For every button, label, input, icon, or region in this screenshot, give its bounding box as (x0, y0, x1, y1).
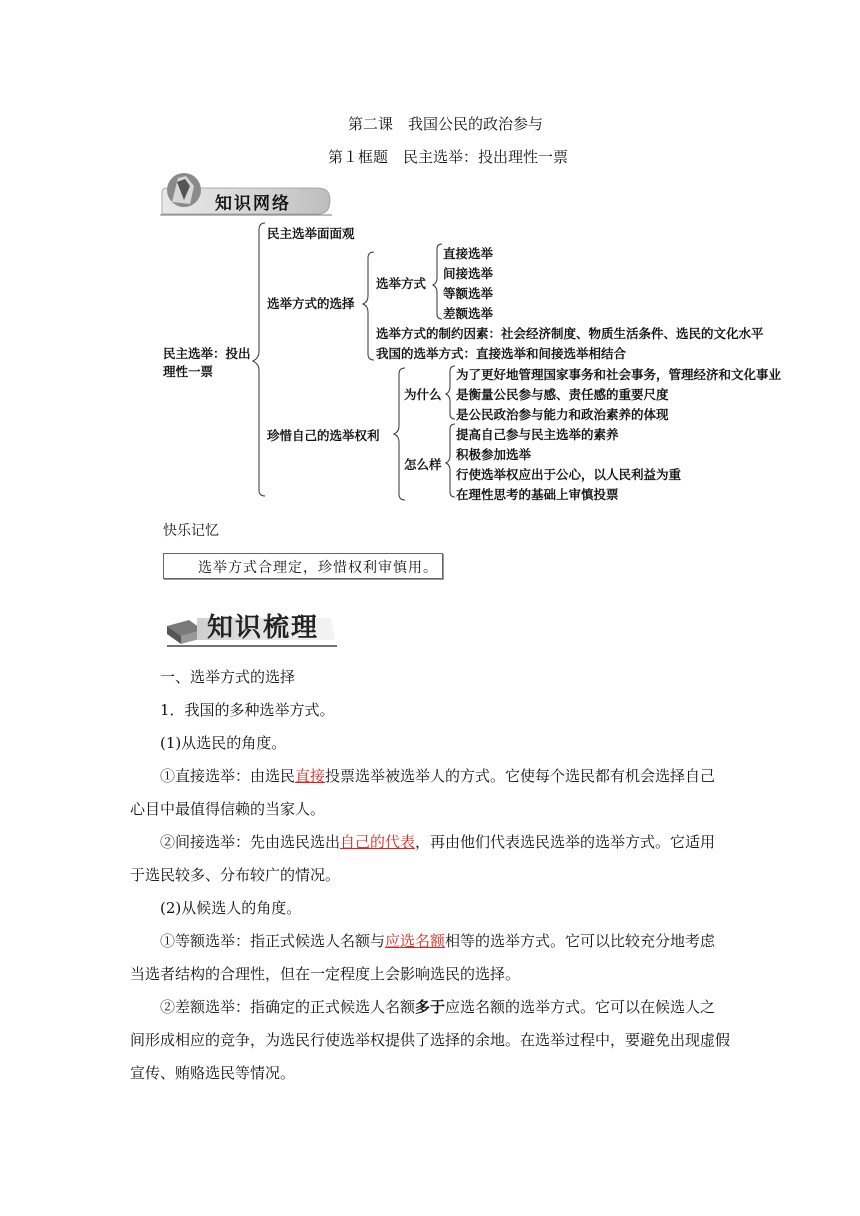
memory-heading: 快乐记忆 (163, 523, 219, 539)
diagram-how-item: 行使选举权应出于公心，以人民利益为重 (456, 467, 682, 482)
diagram-why-item: 是公民政治参与能力和政治素养的体现 (456, 407, 669, 422)
highlight-term: 直接 (295, 767, 326, 785)
diagram-type-indirect: 间接选举 (443, 266, 494, 281)
diagram-branch-cherish: 珍惜自己的选举权利 (267, 428, 380, 443)
sub-heading: (2)从候选人的角度。 (160, 899, 302, 917)
network-banner-label: 知识网络 (215, 194, 291, 214)
paragraph-equal-election (130, 925, 730, 991)
memory-text: 选举方式合理定，珍惜权利审慎用。 (198, 560, 438, 576)
topic-title: 第１框题 民主选举：投出理性一票 (328, 148, 569, 166)
highlight-term: 自己的代表 (340, 833, 416, 851)
diagram-how-item: 提高自己参与民主选举的素养 (456, 427, 619, 442)
list-item-heading: 1．我国的多种选举方式。 (160, 701, 335, 719)
diagram-why-item: 是衡量公民参与感、责任感的重要尺度 (456, 387, 669, 402)
diagram-branch-overview: 民主选举面面观 (267, 226, 355, 241)
diagram-election-types: 选举方式 (376, 276, 427, 291)
text-span: 应选名额的选举方式。它可以在候选人之间形成相应的竞争，为选民行使选举权提供了选择的余地。在选举过程中，要避免出现虚假宣传、贿赂选民等情况。 (130, 998, 731, 1082)
diagram-type-equal: 等额选举 (443, 286, 494, 301)
diagram-type-direct: 直接选举 (443, 246, 494, 261)
diagram-why: 为什么 (404, 387, 442, 402)
diagram-branch-method: 选举方式的选择 (267, 296, 355, 311)
section-heading: 一、选举方式的选择 (160, 668, 296, 686)
diagram-root-line2: 理性一票 (163, 364, 214, 379)
diagram-braces (0, 0, 860, 510)
highlight-term: 应选名额 (385, 932, 446, 950)
text-span: ①直接选举：由选民 (160, 767, 296, 785)
review-banner-label: 知识梳理 (207, 613, 320, 643)
text-span: ，再由他们代表选民选举的选举方式。它适用于选民较多、分布较广的情况。 (130, 833, 716, 884)
diagram-how-item: 积极参加选举 (456, 447, 532, 462)
text-span: ②差额选举：指确定的正式候选人名额 (160, 998, 416, 1016)
diagram-how: 怎么样 (404, 457, 442, 472)
text-span: ②间接选举：先由选民选出 (160, 833, 341, 851)
text-span: 相等的选举方式。它可以比较充分地考虑当选者结构的合理性，但在一定程度上会影响选民的选择。 (130, 932, 716, 983)
knowledge-diagram (0, 0, 860, 510)
bold-term: 多于 (415, 998, 446, 1016)
paragraph-differential-election (130, 991, 730, 1090)
lesson-title: 第二课 我国公民的政治参与 (348, 115, 544, 133)
diagram-type-differential: 差额选举 (443, 306, 494, 321)
diagram-our-method: 我国的选举方式：直接选举和间接选举相结合 (376, 346, 627, 361)
sub-heading: (1)从选民的角度。 (160, 734, 287, 752)
text-span: 投票选举被选举人的方式。它使每个选民都有机会选择自己心目中最值得信赖的当家人。 (130, 767, 716, 818)
review-banner (163, 600, 339, 648)
diagram-constraints: 选举方式的制约因素：社会经济制度、物质生活条件、选民的文化水平 (376, 326, 764, 341)
paragraph-indirect-election (130, 826, 730, 892)
text-span: ①等额选举：指正式候选人名额与 (160, 932, 386, 950)
diagram-why-item: 为了更好地管理国家事务和社会事务，管理经济和文化事业 (456, 367, 782, 382)
memory-box (163, 553, 443, 579)
diagram-root-line1: 民主选举：投出 (163, 346, 251, 361)
diagram-how-item: 在理性思考的基础上审慎投票 (456, 487, 619, 502)
paragraph-direct-election (130, 760, 730, 826)
